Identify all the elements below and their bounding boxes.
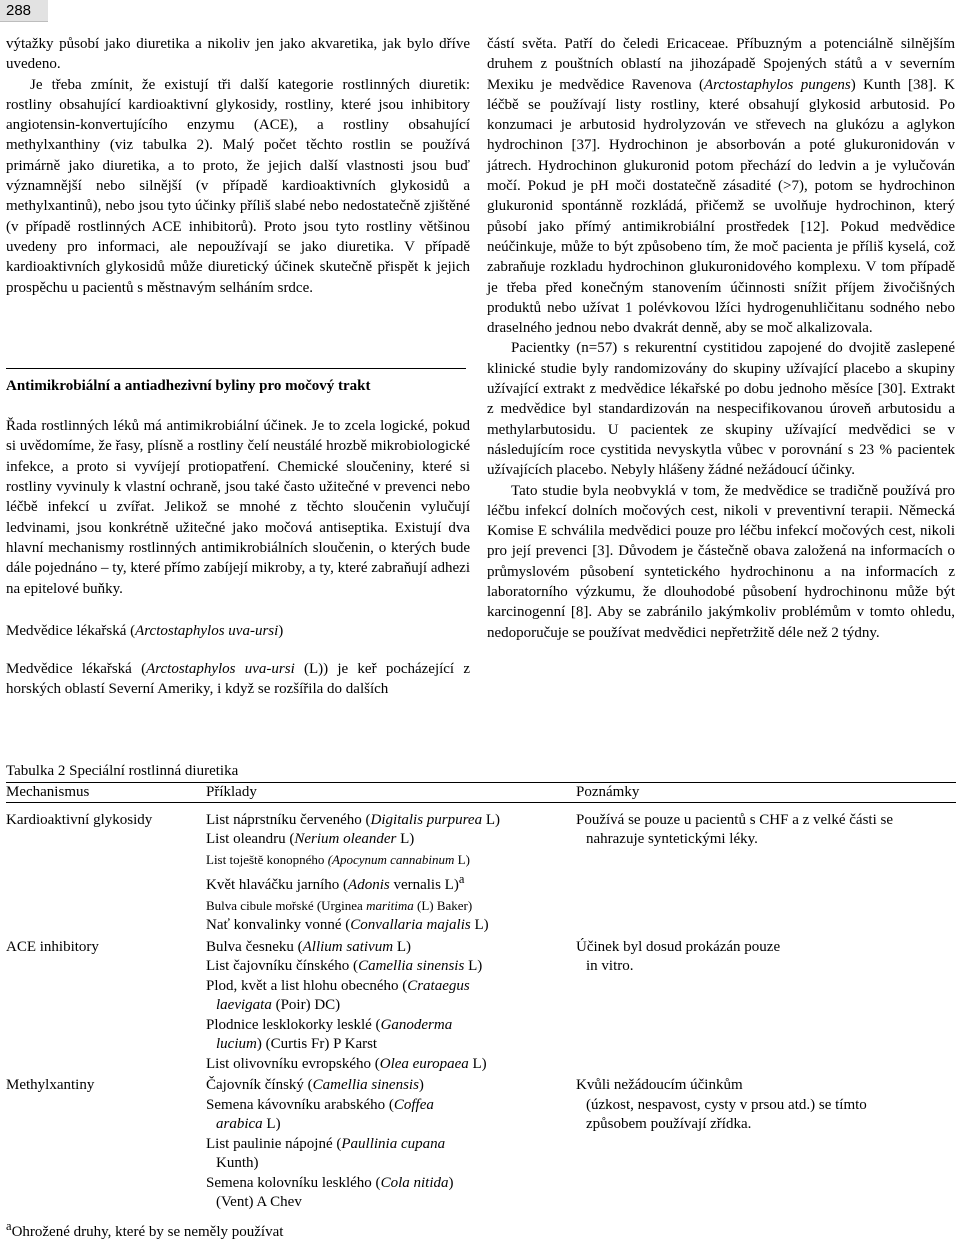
example-line bbox=[206, 996, 546, 1016]
example-text: List oleandru ( bbox=[206, 831, 294, 847]
example-text: vernalis L) bbox=[390, 877, 459, 893]
example-line bbox=[206, 830, 546, 850]
text: ) Kunth [38]. K léčbě se používají listy rostliny, které obsahují glykosid arbutosid. Po konzumaci je arbutosid hydrolyzován ve střevech na glukózu a aglykon hydrochinon [37]. Hydrochinon je absorbován a poté glukuronidován v játrech. Hydrochinon glukuronid potom přechází do ledvin a je vylučován močí. Pokud je pH moči dostatečně zásadité (>7), potom se hydrochinon glukuronid spontánně rozkládá, přičemž se uvolňuje hydrochinon, který působí jako přímý antimikrobiální prostředek [12]. Pokud medvědice neúčinkuje, může to být způsobeno tím, že moč pacienta je příliš kyselá, což zabraňuje rozkladu hydrochinon glukuronidového komplexu. V tom případě je třeba před konečným stanovením účinnosti snížit příjem živočišných produktů nebo užívat 1 polévkovou lžíci hydrogenuhličitanu sodného nebo draselného jednou nebo dvakrát denně, aby se moč alkalizovala. bbox=[487, 77, 955, 337]
latin-name: Camellia sinensis bbox=[313, 1077, 419, 1093]
example-text: Plodnice lesklokorky lesklé ( bbox=[206, 1017, 381, 1033]
text: ) bbox=[278, 623, 283, 639]
paragraph: výtažky působí jako diuretika a nikoliv jen jako akvaretika, jak bylo dříve uvedeno. bbox=[6, 34, 470, 75]
example-text: L) bbox=[263, 1116, 281, 1132]
table-rule bbox=[6, 802, 956, 803]
example-line bbox=[206, 1076, 546, 1096]
header-notes: Poznámky bbox=[576, 783, 639, 803]
latin-name: Arctostaphylos pungens bbox=[704, 77, 851, 93]
cell-mechanism: ACE inhibitory bbox=[6, 938, 206, 1075]
example-text: ) bbox=[449, 1175, 454, 1191]
cell-notes bbox=[546, 811, 956, 936]
latin-name: Convallaria majalis bbox=[350, 917, 470, 933]
latin-name: Nerium oleander bbox=[294, 831, 396, 847]
cell-examples bbox=[206, 938, 546, 1075]
example-text: List náprstníku červeného ( bbox=[206, 812, 371, 828]
table-row bbox=[6, 1076, 956, 1213]
left-column bbox=[6, 34, 470, 700]
footnote-marker: a bbox=[6, 1219, 12, 1233]
example-text: List čajovníku čínského ( bbox=[206, 958, 358, 974]
latin-name: lucium bbox=[216, 1036, 257, 1052]
example-text: (Vent) A Chev bbox=[216, 1194, 302, 1210]
latin-name: Allium sativum bbox=[303, 939, 393, 955]
latin-name: Olea europaea bbox=[380, 1056, 469, 1072]
example-text: Bulva cibule mořské (Urginea bbox=[206, 898, 366, 913]
example-text: L) bbox=[393, 939, 411, 955]
example-line bbox=[206, 850, 546, 871]
latin-name: Adonis bbox=[348, 877, 390, 893]
latin-name: arabica bbox=[216, 1116, 263, 1132]
example-text: L) bbox=[471, 917, 489, 933]
cell-examples bbox=[206, 1076, 546, 1213]
page-number: 288 bbox=[0, 0, 48, 22]
example-line bbox=[206, 1193, 546, 1213]
note-line: Kvůli nežádoucím účinkům bbox=[576, 1076, 956, 1096]
table-row bbox=[6, 811, 956, 936]
latin-name: laevigata bbox=[216, 997, 272, 1013]
note-line: in vitro. bbox=[576, 957, 956, 977]
example-text: L) bbox=[464, 958, 482, 974]
table-2 bbox=[6, 762, 956, 1242]
table-body bbox=[6, 811, 956, 1213]
subheading bbox=[6, 621, 470, 641]
cell-mechanism: Kardioaktivní glykosidy bbox=[6, 811, 206, 936]
footnote-text: Ohrožené druhy, které by se neměly používat bbox=[12, 1224, 284, 1240]
example-line bbox=[206, 1154, 546, 1174]
example-line bbox=[206, 1115, 546, 1135]
cell-notes bbox=[546, 1076, 956, 1213]
note-line: Účinek byl dosud prokázán pouze bbox=[576, 938, 956, 958]
example-text: List toještě konopného bbox=[206, 852, 328, 867]
section-heading: Antimikrobiální a antiadhezivní byliny pro močový trakt bbox=[6, 376, 470, 396]
table-row bbox=[6, 938, 956, 1075]
text: Medvědice lékařská ( bbox=[6, 661, 146, 677]
latin-name: Arctostaphylos uva-ursi bbox=[135, 623, 278, 639]
example-text: (L) Baker) bbox=[414, 898, 472, 913]
latin-name: (Apocynum cannabinum bbox=[328, 852, 455, 867]
example-text: Semena kolovníku lesklého ( bbox=[206, 1175, 381, 1191]
cell-examples bbox=[206, 811, 546, 936]
example-line bbox=[206, 916, 546, 936]
text: částí světa. Patří do čeledi Ericaceae. Příbuzným a potenciálně silnějším druhem z pouštních oblastí na jihozápadě Spojených států a v severním Mexiku je medvědice Ravenova ( bbox=[487, 36, 955, 93]
latin-name: Arctostaphylos uva-ursi bbox=[146, 661, 295, 677]
table-header bbox=[6, 783, 956, 802]
latin-name: Cola nitida bbox=[381, 1175, 449, 1191]
example-line bbox=[206, 1016, 546, 1036]
example-text: List paulinie nápojné ( bbox=[206, 1136, 341, 1152]
example-line bbox=[206, 938, 546, 958]
latin-name: Coffea bbox=[394, 1097, 434, 1113]
latin-name: Ganoderma bbox=[381, 1017, 453, 1033]
header-mechanism: Mechanismus bbox=[6, 783, 89, 803]
example-line bbox=[206, 1035, 546, 1055]
latin-name: maritima bbox=[366, 898, 414, 913]
right-column bbox=[487, 34, 955, 643]
example-text: Semena kávovníku arabského ( bbox=[206, 1097, 394, 1113]
example-text: L) bbox=[454, 852, 470, 867]
latin-name: Paullinia cupana bbox=[341, 1136, 445, 1152]
example-text: L) bbox=[482, 812, 500, 828]
example-text: List olivovníku evropského ( bbox=[206, 1056, 380, 1072]
section-rule bbox=[6, 368, 466, 369]
latin-name: Crataegus bbox=[407, 978, 470, 994]
example-text: L) bbox=[469, 1056, 487, 1072]
paragraph: Tato studie byla neobvyklá v tom, že medvědice se tradičně používá pro léčbu infekcí dolních močových cest, nikoli v preventivní terapii. Německá Komise E schválila medvědici pouze pro léčbu infekcí močových cest, nikoli pro její prevenci [3]. Důvodem je částečně obava založená na informacích o průmyslovém působení syntetického hydrochinonu a na informacích z laboratorního výzkumu, že dlouhodobé působení hydrochinonu může být karcinogenní [8]. Aby se zabránilo jakýmkoliv problémům v tomto ohledu, nedoporučuje se používat medvědici nepřetržitě déle než 2 týdny. bbox=[487, 481, 955, 643]
example-line bbox=[206, 870, 546, 896]
paragraph: Řada rostlinných léků má antimikrobiální účinek. Je to zcela logické, pokud si uvědomíme, že řasy, plísně a rostliny čelí neustálé hrozbě mikrobiologické infekce, a proto si vyvíjejí protiopatření. Chemické sloučeniny, které si rostliny vyvinuly k vlastní ochraně, jsou také často užitečné v prevenci nebo léčbě infekcí u zvířat. Jelikož se mnohé z těchto sloučenin vylučují ledvinami, jsou konkrétně užitečné jako močová antiseptika. Existují dva hlavní mechanismy rostlinných antimikrobiálních sloučenin, o kterých bude dále pojednáno – ty, které přímo zabíjejí mikroby, a ty, které zabraňují adhezi na epitelové buňky. bbox=[6, 416, 470, 599]
example-text: ) bbox=[419, 1077, 424, 1093]
example-text: Bulva česneku ( bbox=[206, 939, 303, 955]
example-line bbox=[206, 1135, 546, 1155]
example-line bbox=[206, 977, 546, 997]
latin-name: Digitalis purpurea bbox=[371, 812, 483, 828]
note-line: (úzkost, nespavost, cysty v prsou atd.) se tímto bbox=[576, 1096, 956, 1116]
text: Medvědice lékařská ( bbox=[6, 623, 135, 639]
example-text: (Poir) DC) bbox=[272, 997, 340, 1013]
paragraph bbox=[487, 34, 955, 338]
note-line: nahrazuje syntetickými léky. bbox=[576, 830, 956, 850]
example-text: L) bbox=[396, 831, 414, 847]
example-line bbox=[206, 896, 546, 917]
example-text: Plod, květ a list hlohu obecného ( bbox=[206, 978, 407, 994]
paragraph: Pacientky (n=57) s rekurentní cystitidou zapojené do dvojitě zaslepené klinické studie byly randomizovány do skupiny užívající placebo a skupiny užívající extrakt z medvědice lékařské po dobu jednoho měsíce [30]. Extrakt z medvědice byl standardizován na nespecifikovanou úroveň arbutosidu a methylarbutosidu. U pacientek ze skupiny užívající medvědici se v následujícím roce cystitida nevyskytla vůbec v porovnání s 23 % pacientek užívajících placebo. Nebyly hlášeny žádné nežádoucí účinky. bbox=[487, 338, 955, 480]
text: (L)) je keř pocházející z horských oblastí Severní Ameriky, i když se rozšířila do dalších bbox=[6, 661, 470, 697]
example-line bbox=[206, 957, 546, 977]
table-footnote bbox=[6, 1217, 956, 1242]
footnote-marker: a bbox=[459, 872, 465, 886]
note-line: způsobem používají zřídka. bbox=[576, 1115, 956, 1135]
paragraph: Je třeba zmínit, že existují tři další kategorie rostlinných diuretik: rostliny obsahující kardioaktivní glykosidy, rostliny, které jsou inhibitory angiotensin-konvertujícího enzymu (ACE), a rostliny obsahující methylxanthiny (viz tabulka 2). Malý počet těchto rostlin se používá primárně jako diuretika, a to proto, že jejich další vlastnosti jsou buď významnější nebo silnější (v případě kardioaktivních glykosidů a methylxantinů), nebo jsou tyto účinky příliš slabé nebo nedostatečně zjištěné (v případě rostlinných ACE inhibitorů). Proto jsou tyto rostliny většinou uvedeny pro informaci, ale nepoužívají se jako diuretika. V případě kardioaktivních glykosidů může diuretický účinek skutečně přispět k jejich prospěchu u pacientů s městnavým selháním srdce. bbox=[6, 75, 470, 298]
example-text: Nať konvalinky vonné ( bbox=[206, 917, 350, 933]
example-line bbox=[206, 811, 546, 831]
example-line bbox=[206, 1096, 546, 1116]
example-line bbox=[206, 1055, 546, 1075]
note-line: Používá se pouze u pacientů s CHF a z velké části se bbox=[576, 811, 956, 831]
table-caption: Tabulka 2 Speciální rostlinná diuretika bbox=[6, 762, 956, 782]
example-line bbox=[206, 1174, 546, 1194]
header-examples: Příklady bbox=[206, 783, 257, 803]
cell-mechanism: Methylxantiny bbox=[6, 1076, 206, 1213]
example-text: Květ hlaváčku jarního ( bbox=[206, 877, 348, 893]
cell-notes bbox=[546, 938, 956, 1075]
latin-name: Camellia sinensis bbox=[358, 958, 464, 974]
example-text: ) (Curtis Fr) P Karst bbox=[257, 1036, 377, 1052]
paragraph bbox=[6, 659, 470, 700]
example-text: Kunth) bbox=[216, 1155, 259, 1171]
example-text: Čajovník čínský ( bbox=[206, 1077, 313, 1093]
